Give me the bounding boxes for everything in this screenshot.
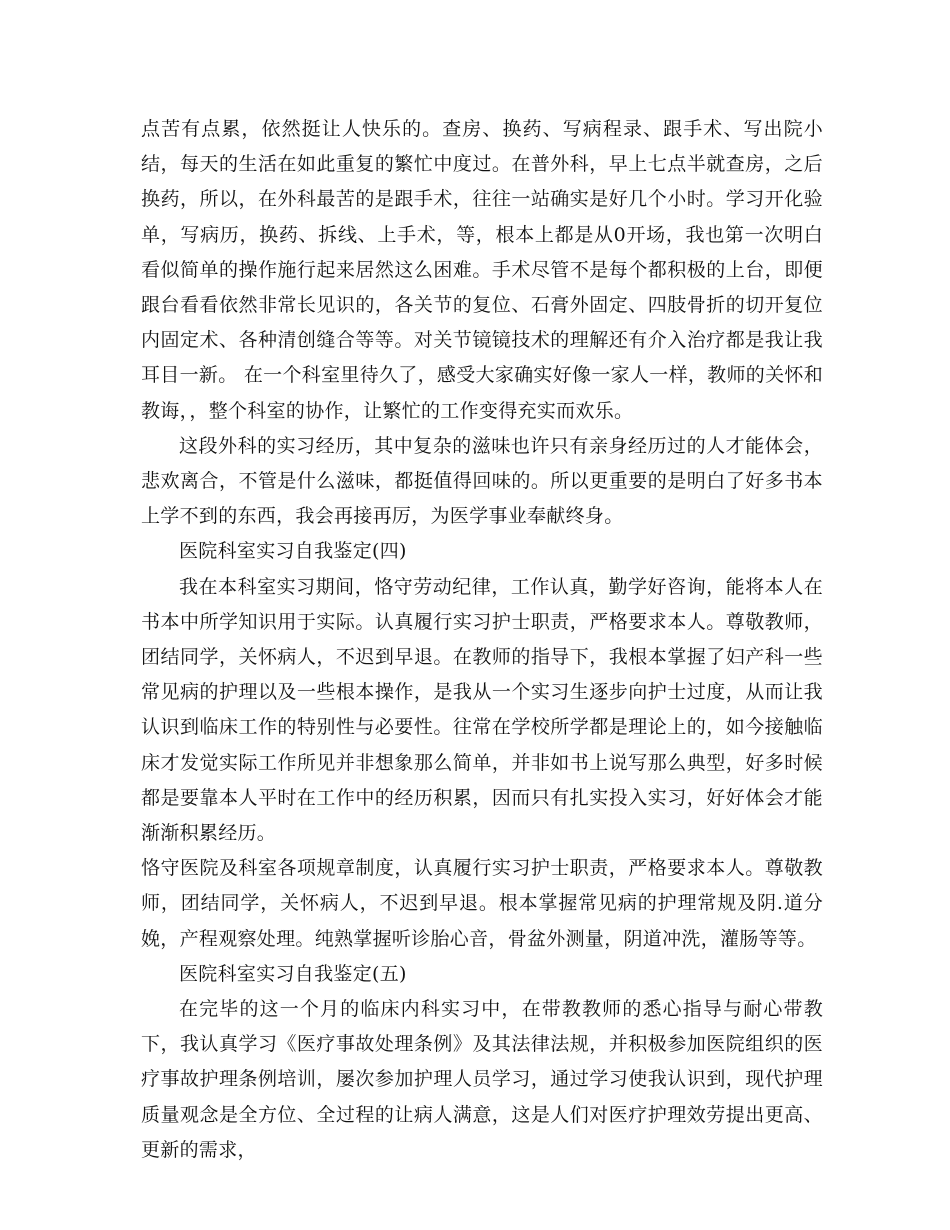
section-heading-5: 医院科室实习自我鉴定(五) — [179, 962, 407, 985]
paragraph-surgery-reflection: 这段外科的实习经历，其中复杂的滋味也许只有亲身经历过的人才能体会，悲欢离合，不管是什么滋味，都挺值得回味的。所以更重要的是明白了好多书本上学不到的东西，我会再接再厉，为医学事业奉献终身。 — [141, 434, 823, 528]
paragraph-section4-body: 我在本科室实习期间，恪守劳动纪律，工作认真，勤学好咨询，能将本人在书本中所学知识用于实际。认真履行实习护士职责，严格要求本人。尊敬教师，团结同学，关怀病人，不迟到早退。在教师的指导下，我根本掌握了妇产科一些常见病的护理以及一些根本操作，是我从一个实习生逐步向护士过度，从而让我认识到临床工作的特别性与必要性。往常在学校所学都是理论上的，如今接触临床才发觉实际工作所见并非想象那么简单，并非如书上说写那么典型，好多时候都是要靠本人平时在工作中的经历积累，因而只有扎实投入实习，好好体会才能渐渐积累经历。 — [141, 575, 823, 845]
paragraph-section5-body: 在完毕的这一个月的临床内科实习中，在带教教师的悉心指导与耐心带教下，我认真学习《医疗事故处理条例》及其法律法规，并积极参加医院组织的医疗事故护理条例培训，屡次参加护理人员学习，通过学习使我认识到，现代护理质量观念是全方位、全过程的让病人满意，这是人们对医疗护理效劳提出更高、更新的需求， — [141, 998, 823, 1161]
section-heading-4: 医院科室实习自我鉴定(四) — [179, 540, 407, 563]
paragraph-section4-rules: 恪守医院及科室各项规章制度，认真履行实习护士职责，严格要求本人。尊敬教师，团结同学，关怀病人，不迟到早退。根本掌握常见病的护理常规及阴.道分娩，产程观察处理。纯熟掌握听诊胎心音，骨盆外测量，阴道冲洗，灌肠等等。 — [141, 857, 823, 950]
paragraph-continued: 点苦有点累，依然挺让人快乐的。查房、换药、写病程录、跟手术、写出院小结，每天的生活在如此重复的繁忙中度过。在普外科，早上七点半就查房，之后换药，所以，在外科最苦的是跟手术，往往一站确实是好几个小时。学习开化验单，写病历，换药、拆线、上手术，等，根本上都是从0开场，我也第一次明白看似简单的操作施行起来居然这么困难。手术尽管不是每个都积极的上台，即便跟台看看依然非常长见识的，各关节的复位、石膏外固定、四肢骨折的切开复位内固定术、各种清创缝合等等。对关节镜镜技术的理解还有介入治疗都是我让我耳目一新。 在一个科室里待久了，感受大家确实好像一家人一样，教师的关怀和教诲，，整个科室的协作，让繁忙的工作变得充实而欢乐。 — [141, 118, 823, 422]
document-body — [141, 112, 823, 1168]
